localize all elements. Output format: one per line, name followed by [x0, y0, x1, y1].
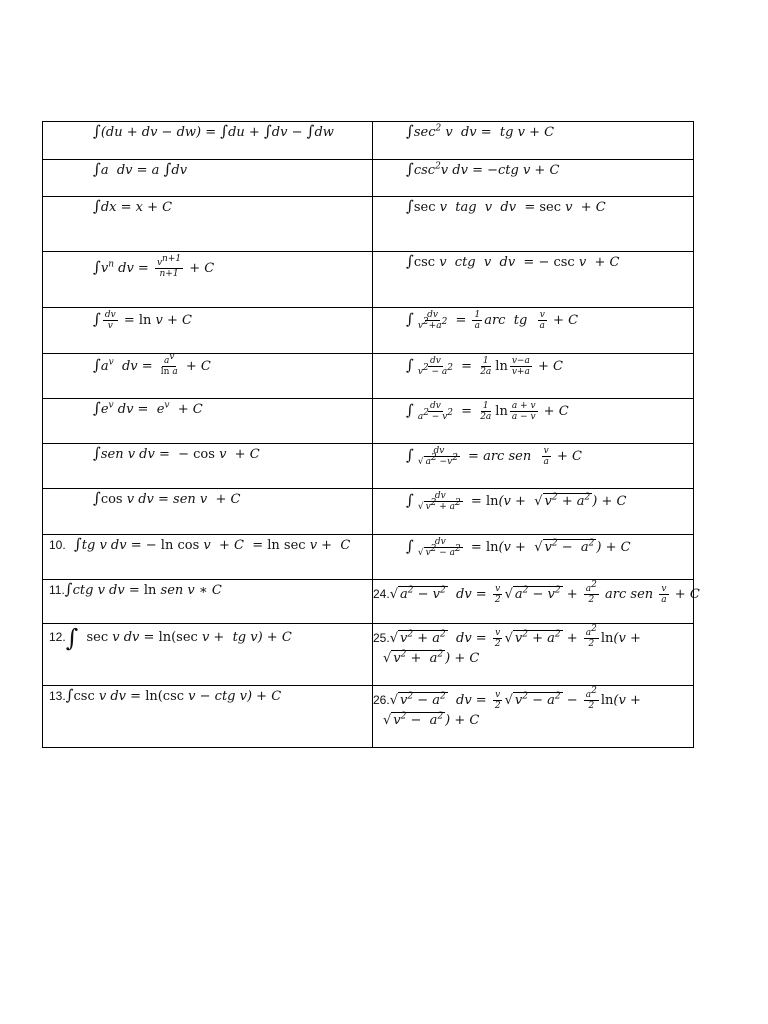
formula: ∫ $\frac{dv}{v^2+a^2}$ = $\frac{1}{a}$ arc tg $\frac{v}{a}$ + C	[406, 310, 579, 331]
formula: 11.∫ctg v dv = ln sen v ∗ C	[49, 580, 222, 598]
table-row	[43, 160, 694, 197]
table-row	[43, 580, 694, 624]
formula: 25.√ $v^2 + a^2$ dv = $\frac{v}{2}$ √ $v^2 + a^2$ + $\frac{a^2}{2}$ ln(v +	[373, 624, 641, 649]
table-row	[43, 197, 694, 252]
formula-cell	[43, 624, 373, 686]
formula: ∫csc v ctg v dv = − csc v + C	[406, 252, 620, 270]
formula-cell	[373, 399, 694, 444]
formula-cell	[373, 535, 694, 580]
formula-cell	[43, 252, 373, 308]
formula: ∫ $\frac{dv}{√ v^2 - a^2}$ = ln(v + √ $v^2 - a^2$ ) + C	[406, 537, 631, 558]
formula: ∫ $\frac{dv}{√ v^2 + a^2}$ = ln(v + √ $v^2 + a^2$ ) + C	[406, 491, 627, 512]
formula-cell	[43, 444, 373, 489]
table-row	[43, 444, 694, 489]
formula: ∫sec v tag v dv = sec v + C	[406, 197, 606, 215]
formula-continuation: √ $v^2 + a^2$ ) + C	[383, 649, 480, 666]
formula: ∫dx = x + C	[93, 197, 173, 215]
formula: $\int v^n$ dv = $\frac{v^{n+1}}{n+1}$ + C	[93, 254, 215, 279]
formula: ∫(du + dv − dw) = ∫du + ∫dv − ∫dw	[93, 122, 334, 140]
formula: 26.√ $v^2 - a^2$ dv = $\frac{v}{2}$ √ $v^2 - a^2$ − $\frac{a^2}{2}$ ln(v +	[373, 686, 641, 711]
formula-cell	[373, 252, 694, 308]
formula-cell	[373, 444, 694, 489]
table-row	[43, 308, 694, 354]
formula: 10. ∫tg v dv = − ln cos v + C = ln sec v + C	[49, 535, 351, 553]
formula: $\int a^v$ dv = $\frac{a^v}{\text{ln a}}$ + C	[93, 352, 211, 377]
formula: ∫sen v dv = − cos v + C	[93, 444, 260, 462]
table-row	[43, 252, 694, 308]
formula: ∫cos v dv = sen v + C	[93, 489, 241, 507]
table-row	[43, 489, 694, 535]
formula-cell	[43, 489, 373, 535]
table-row	[43, 686, 694, 748]
formula-cell	[373, 122, 694, 160]
formula: 13.∫csc v dv = ln(csc v − ctg v) + C	[49, 686, 282, 704]
formula: ∫a dv = a ∫dv	[93, 160, 188, 178]
formula: 12.∫ sec v dv = ln(sec v + tg v) + C	[49, 624, 292, 652]
formula-cell	[373, 489, 694, 535]
formula-cell	[43, 197, 373, 252]
table-row	[43, 535, 694, 580]
formula: 24.√ $a^2 - v^2$ dv = $\frac{v}{2}$ √ $a^2 - v^2$ + $\frac{a^2}{2}$ arc sen $\frac{v}{a}$ + C	[373, 580, 700, 605]
formula-cell	[373, 354, 694, 399]
formula-cell	[373, 580, 700, 624]
formula: $\int\csc^2v$ dv = −ctg v + C	[406, 160, 560, 178]
table-row	[43, 122, 694, 160]
formula: ∫ $\frac{dv}{√ a^2 -v^2}$ = arc sen $\frac{v}{a}$ + C	[406, 446, 582, 467]
integral-formula-table	[42, 121, 700, 748]
formula-cell	[43, 122, 373, 160]
formula-cell	[43, 535, 373, 580]
formula-cell	[43, 399, 373, 444]
formula: ∫ $\frac{dv}{a^2 - v^2}$ = $\frac{1}{2a}$ ln $\frac{a + v}{a - v}$ + C	[406, 401, 569, 422]
formula-cell	[43, 308, 373, 354]
formula-cell	[373, 624, 694, 686]
formula: $\int e^v$ dv = $e^v + C$	[93, 399, 203, 417]
formula-cell	[373, 308, 694, 354]
formula-cell	[373, 160, 694, 197]
formula-cell	[373, 686, 694, 748]
formula: ∫ $\frac{dv}{v^2 - a^2}$ = $\frac{1}{2a}$ ln $\frac{v-a}{v+a}$ + C	[406, 356, 563, 377]
formula-cell	[43, 354, 373, 399]
formula-cell	[373, 197, 694, 252]
formula-cell	[43, 580, 373, 624]
formula-cell	[43, 160, 373, 197]
table-row	[43, 354, 694, 399]
table-row	[43, 624, 694, 686]
formula-cell	[43, 686, 373, 748]
table-row	[43, 399, 694, 444]
formula: $\int\sec^2$ v dv = tg v + C	[406, 122, 555, 140]
formula-continuation: √ $v^2 - a^2$ ) + C	[383, 711, 480, 728]
formula: ∫ $\frac{dv}{v}$ = ln v + C	[93, 310, 192, 331]
